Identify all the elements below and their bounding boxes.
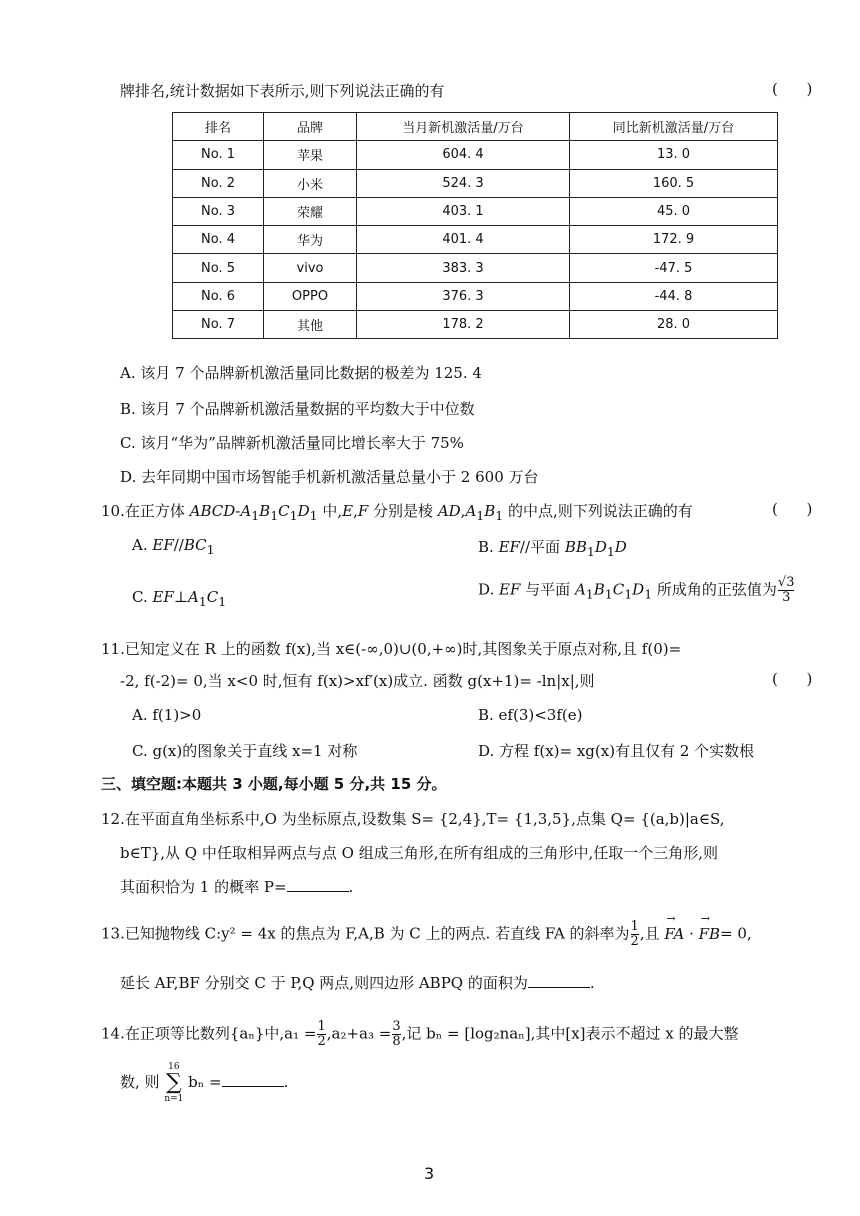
q11-option-c: C. g(x)的图象关于直线 x=1 对称: [132, 742, 358, 760]
table-row: [173, 141, 778, 169]
q11-option-a: A. f(1)>0: [132, 706, 202, 724]
q13-line1: 13.已知抛物线 C:y² = 4x 的焦点为 F,A,B 为 C 上的两点. 若直线 FA 的斜率为 $\frac{1}{2}$ ,且 → FA · → FB= 0,: [101, 920, 752, 949]
q12-number: 12.: [101, 810, 125, 828]
cell-monthly: 403. 1: [357, 197, 570, 225]
brand-activation-table: [172, 112, 778, 339]
col-header-rank: 排名: [173, 113, 264, 141]
cell-yoy: 160. 5: [570, 169, 778, 197]
q10-option-a: A. $EF//BC_1$: [132, 536, 215, 557]
q9-option-b: B. 该月 7 个品牌新机激活量数据的平均数大于中位数: [120, 400, 475, 418]
table-row: [173, 311, 778, 339]
q10-option-c: C. $EF\perp A_1C_1$: [132, 588, 227, 609]
col-header-brand: 品牌: [264, 113, 357, 141]
q10-stem: 10.在正方体 ABCD-$A_1B_1C_1D_1$ 中,E,F 分别是棱 $AD,A_1B_1$ 的中点,则下列说法正确的有: [101, 502, 693, 523]
q13-line2: 延长 AF,BF 分别交 C 于 P,Q 两点,则四边形 ABPQ 的面积为 .: [120, 974, 595, 992]
q12-line2: b∈T},从 Q 中任取相异两点与点 O 组成三角形,在所有组成的三角形中,任取一个三角形,则: [120, 844, 718, 862]
col-header-monthly: 当月新机激活量/万台: [357, 113, 570, 141]
a1-fraction: $\frac{1}{2}$: [317, 1019, 326, 1049]
q9-intro: 牌排名,统计数据如下表所示,则下列说法正确的有: [120, 82, 445, 100]
cell-brand: vivo: [264, 254, 357, 282]
q11-option-d: D. 方程 f(x)= xg(x)有且仅有 2 个实数根: [478, 742, 755, 760]
cell-rank: No. 4: [173, 226, 264, 254]
cell-rank: No. 2: [173, 169, 264, 197]
q10-answer-paren: ( ): [772, 500, 813, 518]
cell-rank: No. 5: [173, 254, 264, 282]
section-heading-fill-in: 三、填空题:本题共 3 小题,每小题 5 分,共 15 分。: [101, 775, 447, 793]
q11-line1: 11.已知定义在 R 上的函数 f(x),当 x∈(-∞,0)∪(0,+∞)时,其图象关于原点对称,且 f(0)=: [101, 640, 682, 658]
table-row: [173, 282, 778, 310]
q11-answer-paren: ( ): [772, 670, 813, 688]
q14-line2: 数, 则 16 ∑ n=1 bₙ = .: [120, 1062, 289, 1104]
table-row: [173, 226, 778, 254]
table-header-row: [173, 113, 778, 141]
table-row: [173, 197, 778, 225]
q9-answer-paren: ( ): [772, 80, 813, 98]
cell-yoy: -47. 5: [570, 254, 778, 282]
cell-brand: 其他: [264, 311, 357, 339]
q14-answer-blank[interactable]: [222, 1072, 284, 1087]
q12-line3: 其面积恰为 1 的概率 P= .: [120, 878, 354, 896]
a2-a3-sum-fraction: $\frac{3}{8}$: [392, 1019, 401, 1049]
cell-rank: No. 7: [173, 311, 264, 339]
q10-number: 10.: [101, 502, 125, 520]
q11-number: 11.: [101, 640, 125, 658]
q14-line1: 14.在正项等比数列{aₙ}中,a₁ = $\frac{1}{2}$ ,a₂+a₃ = $\frac{3}{8}$ ,记 bₙ = [log₂naₙ],其中[x]表示不超过 x 的最大整: [101, 1019, 739, 1049]
col-header-yoy: 同比新机激活量/万台: [570, 113, 778, 141]
cell-yoy: -44. 8: [570, 282, 778, 310]
table-row: [173, 254, 778, 282]
cell-brand: 苹果: [264, 141, 357, 169]
cell-rank: No. 6: [173, 282, 264, 310]
q13-number: 13.: [101, 924, 125, 943]
cell-brand: OPPO: [264, 282, 357, 310]
table-row: [173, 169, 778, 197]
q14-number: 14.: [101, 1024, 125, 1043]
cell-monthly: 383. 3: [357, 254, 570, 282]
vector-fb: → FB: [699, 925, 720, 943]
cell-monthly: 524. 3: [357, 169, 570, 197]
cell-brand: 小米: [264, 169, 357, 197]
q12-answer-blank[interactable]: [287, 877, 349, 892]
cell-yoy: 28. 0: [570, 311, 778, 339]
cell-yoy: 13. 0: [570, 141, 778, 169]
q11-line2: -2, f(-2)= 0,当 x<0 时,恒有 f(x)>xf′(x)成立. 函数 g(x+1)= -ln|x|,则: [120, 672, 595, 690]
cell-yoy: 45. 0: [570, 197, 778, 225]
cell-rank: No. 3: [173, 197, 264, 225]
cell-monthly: 604. 4: [357, 141, 570, 169]
q9-option-a: A. 该月 7 个品牌新机激活量同比数据的极差为 125. 4: [120, 364, 482, 382]
page-number: 3: [424, 1164, 435, 1183]
q10-option-b: B. EF//平面 $BB_1D_1D$: [478, 538, 627, 559]
cell-monthly: 401. 4: [357, 226, 570, 254]
cell-brand: 荣耀: [264, 197, 357, 225]
q9-option-c: C. 该月“华为”品牌新机激活量同比增长率大于 75%: [120, 434, 464, 452]
q10-option-d: D. EF 与平面 $A_1B_1C_1D_1$ 所成角的正弦值为 $\frac{√3}{3}$: [478, 575, 795, 605]
cell-brand: 华为: [264, 226, 357, 254]
cell-monthly: 178. 2: [357, 311, 570, 339]
q9-option-d: D. 去年同期中国市场智能手机新机激活量总量小于 2 600 万台: [120, 468, 539, 486]
slope-half-fraction: $\frac{1}{2}$: [630, 919, 639, 949]
q12-line1: 12.在平面直角坐标系中,O 为坐标原点,设数集 S= {2,4},T= {1,3,5},点集 Q= {(a,b)|a∈S,: [101, 810, 725, 828]
sqrt3-over-3-fraction: $\frac{√3}{3}$: [777, 575, 795, 605]
cell-monthly: 376. 3: [357, 282, 570, 310]
vector-fa: → FA: [664, 925, 684, 943]
summation-symbol: 16 ∑ n=1: [164, 1062, 184, 1104]
q11-option-b: B. ef(3)<3f(e): [478, 706, 583, 724]
cell-yoy: 172. 9: [570, 226, 778, 254]
q13-answer-blank[interactable]: [528, 973, 590, 988]
cell-rank: No. 1: [173, 141, 264, 169]
